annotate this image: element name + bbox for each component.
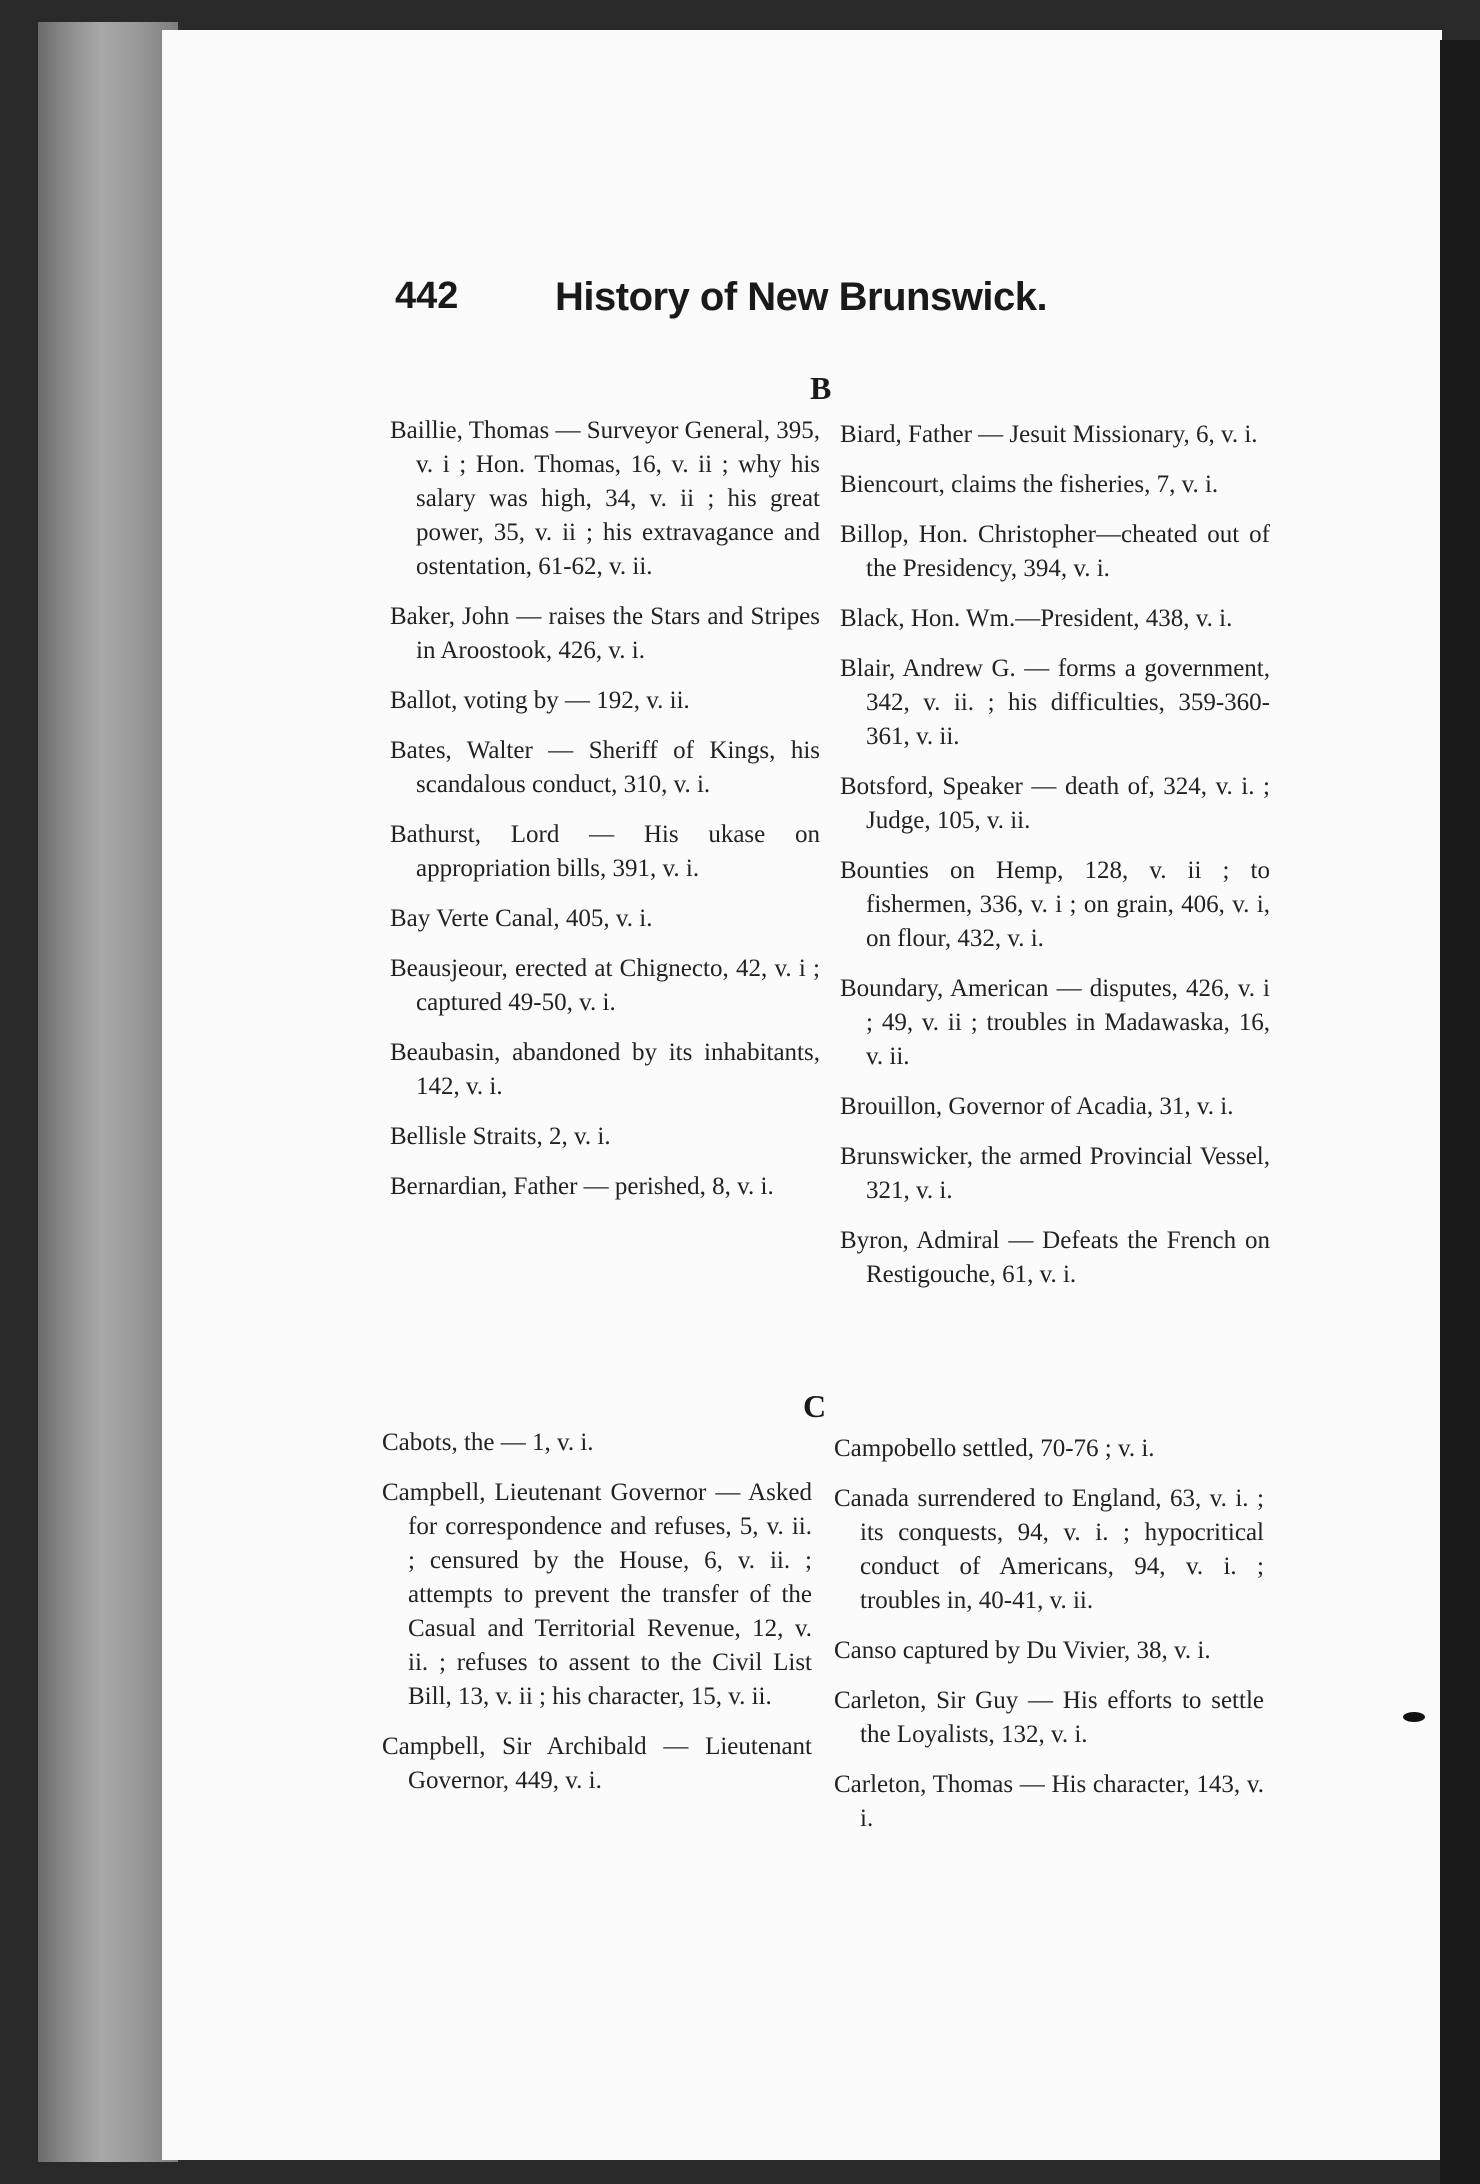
index-entry: Canso captured by Du Vivier, 38, v. i. <box>834 1637 1211 1664</box>
index-entry: Beausjeour, erected at Chignecto, 42, v. i ; captured 49-50, v. i. <box>390 955 820 1016</box>
index-entry: Biard, Father — Jesuit Missionary, 6, v. i. <box>840 421 1258 448</box>
index-entry: Baker, John — raises the Stars and Stripes in Aroostook, 426, v. i. <box>390 603 820 664</box>
index-entry: Bounties on Hemp, 128, v. ii ; to fishermen, 336, v. i ; on grain, 406, v. i, on flour, 432, v. i. <box>840 857 1270 952</box>
index-entry: Byron, Admiral — Defeats the French on Restigouche, 61, v. i. <box>840 1227 1270 1288</box>
index-entry: Baillie, Thomas — Surveyor General, 395, v. i ; Hon. Thomas, 16, v. ii ; why his salary was high, 34, v. ii ; his great power, 35, v. ii ; his extravagance and ostentation, 61-62, v. ii. <box>390 417 821 580</box>
index-column-b-right <box>840 418 1270 1308</box>
running-title: History of New Brunswick. <box>555 275 1048 319</box>
section-letter-c: C <box>803 1388 827 1424</box>
index-entry: Canada surrendered to England, 63, v. i. ; its conquests, 94, v. i. ; hypocritical conduct of Americans, 94, v. i. ; troubles in, 40-41, v. ii. <box>834 1485 1264 1614</box>
index-entry: Beaubasin, abandoned by its inhabitants, 142, v. i. <box>390 1039 820 1100</box>
page-header <box>395 275 1295 335</box>
index-entry: Ballot, voting by — 192, v. ii. <box>390 687 690 714</box>
index-entry: Brunswicker, the armed Provincial Vessel, 321, v. i. <box>840 1143 1270 1204</box>
index-column-c-left <box>382 1426 812 1814</box>
scan-border <box>1440 40 1480 2184</box>
index-entry: Cabots, the — 1, v. i. <box>382 1429 594 1456</box>
index-entry: Bathurst, Lord — His ukase on appropriation bills, 391, v. i. <box>390 821 820 882</box>
index-entry: Boundary, American — disputes, 426, v. i ; 49, v. ii ; troubles in Madawaska, 16, v. ii. <box>840 975 1270 1070</box>
index-entry: Blair, Andrew G. — forms a government, 342, v. ii. ; his difficulties, 359-360-361, v. ii. <box>840 655 1270 750</box>
index-entry: Brouillon, Governor of Acadia, 31, v. i. <box>840 1093 1234 1120</box>
index-entry: Campbell, Sir Archibald — Lieutenant Governor, 449, v. i. <box>382 1733 812 1794</box>
page-number: 442 <box>395 275 459 317</box>
index-entry: Carleton, Thomas — His character, 143, v. i. <box>834 1771 1264 1832</box>
index-entry: Billop, Hon. Christopher—cheated out of the Presidency, 394, v. i. <box>840 521 1270 582</box>
index-column-c-right <box>834 1432 1264 1852</box>
index-entry: Black, Hon. Wm.—President, 438, v. i. <box>840 605 1233 632</box>
index-entry: Carleton, Sir Guy — His efforts to settle the Loyalists, 132, v. i. <box>834 1687 1264 1748</box>
index-entry: Bay Verte Canal, 405, v. i. <box>390 905 653 932</box>
index-entry: Bernardian, Father — perished, 8, v. i. <box>390 1173 774 1200</box>
index-entry: Bellisle Straits, 2, v. i. <box>390 1123 611 1150</box>
index-entry: Campobello settled, 70-76 ; v. i. <box>834 1435 1155 1462</box>
index-entry: Botsford, Speaker — death of, 324, v. i. ; Judge, 105, v. ii. <box>840 773 1270 834</box>
index-entry: Campbell, Lieutenant Governor — Asked for correspondence and refuses, 5, v. ii. ; censured by the House, 6, v. ii. ; attempts to prevent the transfer of the Casual and Territorial Revenue, 12, v. ii. ; refuses to assent to the Civil List Bill, 13, v. ii ; his character, 15, v. ii. <box>382 1479 812 1710</box>
section-letter-b: B <box>810 370 832 406</box>
scan-blemish <box>1403 1712 1425 1722</box>
index-column-b-left <box>390 414 820 1220</box>
index-entry: Biencourt, claims the fisheries, 7, v. i. <box>840 471 1219 498</box>
index-entry: Bates, Walter — Sheriff of Kings, his scandalous conduct, 310, v. i. <box>390 737 820 798</box>
book-edge <box>38 22 178 2162</box>
